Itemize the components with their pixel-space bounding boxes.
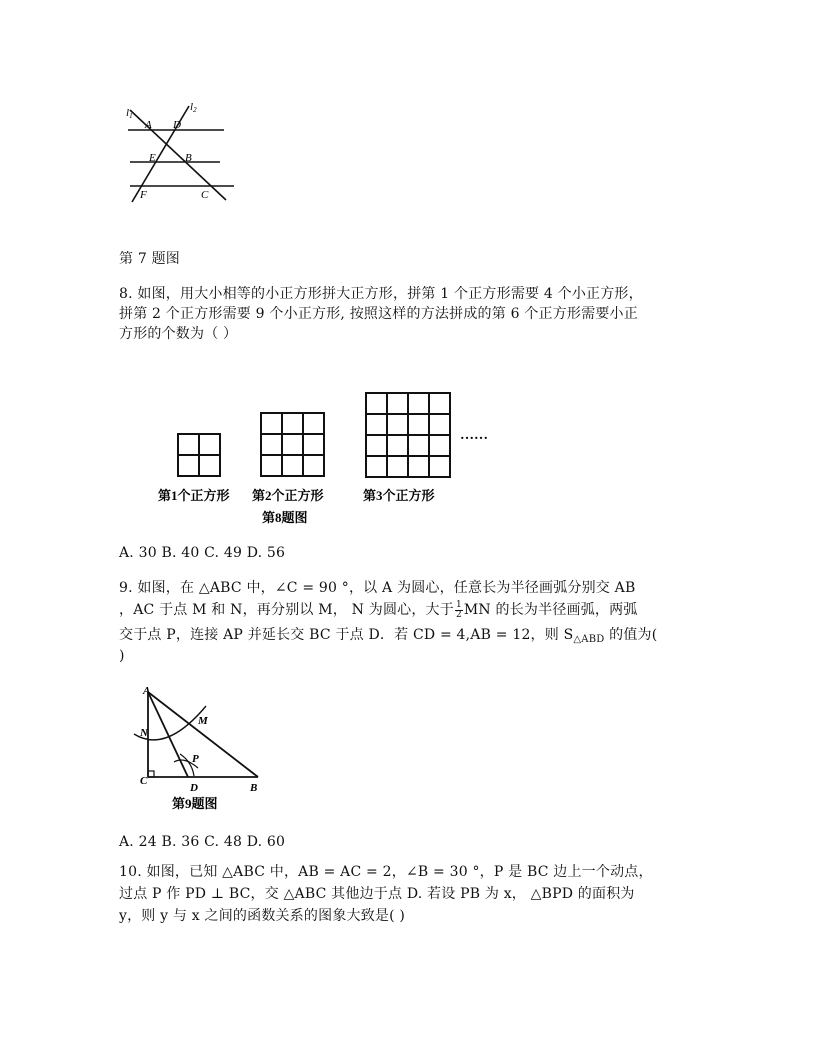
- q8-line-3: 方形的个数为（ ）: [119, 326, 238, 342]
- segment-AD: [148, 692, 188, 777]
- label-F: F: [140, 189, 147, 201]
- label-l2: l2: [190, 101, 197, 114]
- label-A: A: [145, 119, 152, 131]
- label-l1: l1: [126, 107, 133, 120]
- q10-line-3: y，则 y 与 x 之间的函数关系的图象大致是( ): [119, 908, 406, 924]
- q9-line-2: ，AC 于点 M 和 N，再分别以 M， N 为圆心，大于 $\frac{1}{2}$ MN 的长为半径画弧，两弧: [119, 599, 638, 620]
- label-D: D: [190, 782, 198, 794]
- label-P: P: [192, 753, 199, 765]
- grid-2x2: [178, 434, 220, 476]
- q9-options: A. 24 B. 36 C. 48 D. 60: [119, 834, 286, 850]
- label-C: C: [140, 775, 148, 787]
- q9-line-4: ): [119, 648, 125, 664]
- label-square-2: 第2个正方形: [252, 488, 324, 503]
- grid-4x4: [366, 393, 450, 477]
- q10-line-1: 10. 如图，已知 △ABC 中，AB = AC = 2，∠B = 30 °，P 是 BC 边上一个动点，: [119, 864, 653, 880]
- label-B: B: [250, 782, 258, 794]
- label-B: B: [185, 152, 192, 164]
- figure-8: [150, 388, 510, 533]
- q8-line-1: 8. 如图，用大小相等的小正方形拼大正方形，拼第 1 个正方形需要 4 个小正方形，: [119, 286, 643, 302]
- label-square-1: 第1个正方形: [158, 488, 230, 503]
- figure-8-caption: 第8题图: [262, 510, 308, 525]
- fraction-one-half: $\frac{1}{2}$: [455, 599, 462, 620]
- q9-line-1: 9. 如图，在 △ABC 中，∠C = 90 °，以 A 为圆心，任意长为半径画弧分别交 AB: [119, 580, 636, 596]
- side-AB: [148, 692, 258, 777]
- label-A: A: [143, 685, 151, 697]
- label-square-3: 第3个正方形: [363, 488, 435, 503]
- figure-7: [116, 96, 246, 211]
- figure-7-caption: 第 7 题图: [119, 251, 181, 267]
- q9-line-3: 交于点 P，连接 AP 并延长交 BC 于点 D．若 CD = 4,AB = 12，则 $S_{\triangle ABD}$ 的值为(: [119, 627, 658, 645]
- figure-9: [126, 684, 266, 816]
- grid-3x3: [261, 413, 324, 476]
- q8-line-2: 拼第 2 个正方形需要 9 个小正方形, 按照这样的方法拼成的第 6 个正方形需要小正: [119, 306, 638, 322]
- label-M: M: [198, 715, 208, 727]
- label-E: E: [149, 152, 156, 164]
- q8-options: A. 30 B. 40 C. 49 D. 56: [119, 545, 286, 561]
- figure-9-caption: 第9题图: [172, 796, 218, 811]
- label-N: N: [140, 727, 148, 739]
- label-D: D: [173, 119, 181, 131]
- q10-line-2: 过点 P 作 PD ⊥ BC，交 △ABC 其他边于点 D. 若设 PB 为 x， △BPD 的面积为: [119, 886, 635, 902]
- ellipsis: ……: [460, 428, 488, 443]
- label-C: C: [201, 189, 209, 201]
